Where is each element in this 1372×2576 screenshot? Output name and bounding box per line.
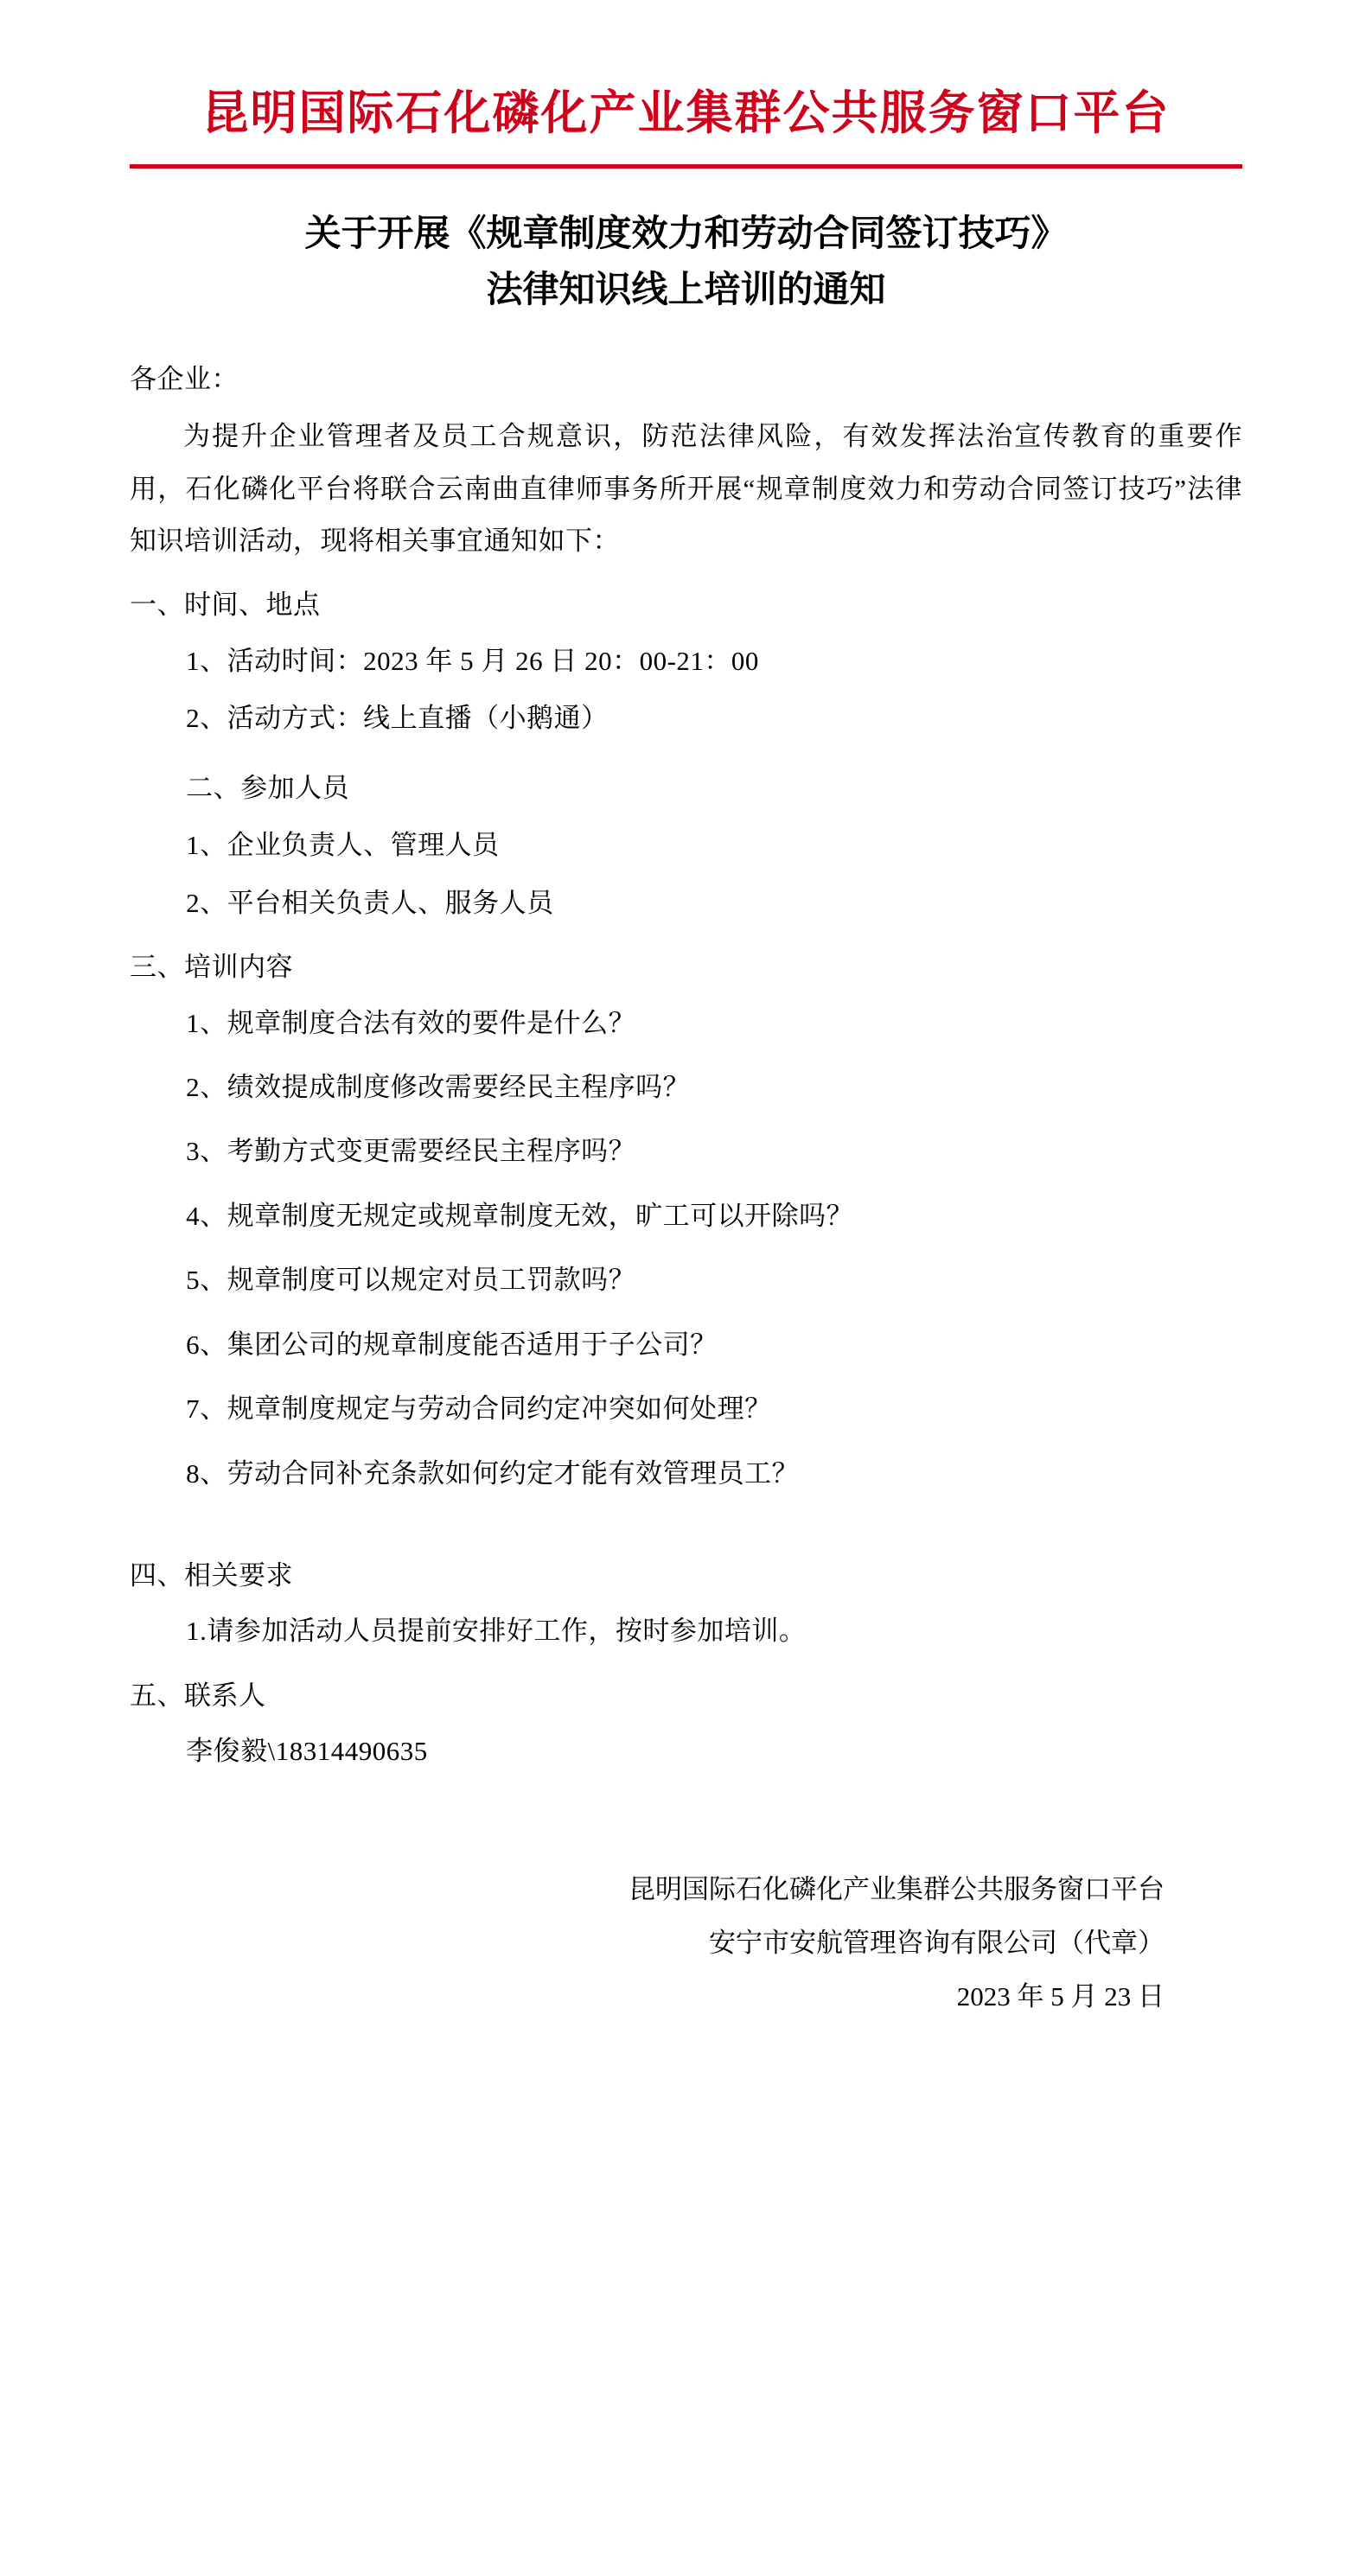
signature-org-1: 昆明国际石化磷化产业集群公共服务窗口平台 [629,1873,1165,1904]
salutation: 各企业： [130,363,239,394]
section-2-item-2: 2、平台相关负责人、服务人员 [186,887,554,918]
signature-date: 2023 年 5 月 23 日 [956,1980,1165,2012]
spacer-2 [130,1512,1242,1538]
signature-block [130,1863,1242,2024]
document-title-line-2: 法律知识线上培训的通知 [486,270,886,310]
section-3-item-7: 7、规章制度规定与劳动合同约定冲突如何处理？ [186,1393,772,1425]
spacer-3 [130,1783,1242,1828]
section-3-item-3: 3、考勤方式变更需要经民主程序吗？ [186,1136,636,1167]
section-3-item-8: 8、劳动合同补充条款如何约定才能有效管理员工？ [186,1457,800,1489]
spacer-1 [130,750,1242,762]
section-5-item-1: 李俊毅\18314490635 [186,1736,428,1767]
section-2-heading: 二、参加人员 [186,772,350,803]
section-2-item-1: 1、企业负责人、管理人员 [186,830,500,861]
section-1-heading: 一、时间、地点 [130,590,321,621]
section-3-item-6: 6、集团公司的规章制度能否适用于子公司？ [186,1329,718,1360]
intro-paragraph: 为提升企业管理者及员工合规意识，防范法律风险，有效发挥法治宣传教育的重要作用，石化磷化平台将联合云南曲直律师事务所开展“规章制度效力和劳动合同签订技巧”法律知识培训活动，现将相关事宜通知如下： [130,421,1242,556]
section-1-item-1: 1、活动时间：2023 年 5 月 26 日 20：00-21：00 [186,645,759,676]
section-3-item-4: 4、规章制度无规定或规章制度无效，旷工可以开除吗？ [186,1200,854,1231]
letterhead-title: 昆明国际石化磷化产业集群公共服务窗口平台 [201,87,1171,139]
section-3-list [130,998,1242,1501]
section-3-item-5: 5、规章制度可以规定对员工罚款吗？ [186,1265,636,1296]
section-4-heading: 四、相关要求 [130,1560,293,1591]
section-3-heading: 三、培训内容 [130,952,293,983]
section-5-heading: 五、联系人 [130,1680,266,1711]
signature-org-2: 安宁市安航管理咨询有限公司（代章） [709,1927,1165,1958]
section-1-item-2: 2、活动方式：线上直播（小鹅通） [186,703,609,734]
section-3-item-1: 1、规章制度合法有效的要件是什么？ [186,1007,636,1038]
letterhead-divider [130,164,1242,169]
document-body [130,354,1242,1778]
section-4-item-1: 1.请参加活动人员提前安排好工作，按时参加培训。 [186,1616,807,1647]
document-title [130,207,1242,319]
section-3-item-2: 2、绩效提成制度修改需要经民主程序吗？ [186,1071,691,1102]
document-title-line-1: 关于开展《规章制度效力和劳动合同签订技巧》 [304,214,1068,254]
